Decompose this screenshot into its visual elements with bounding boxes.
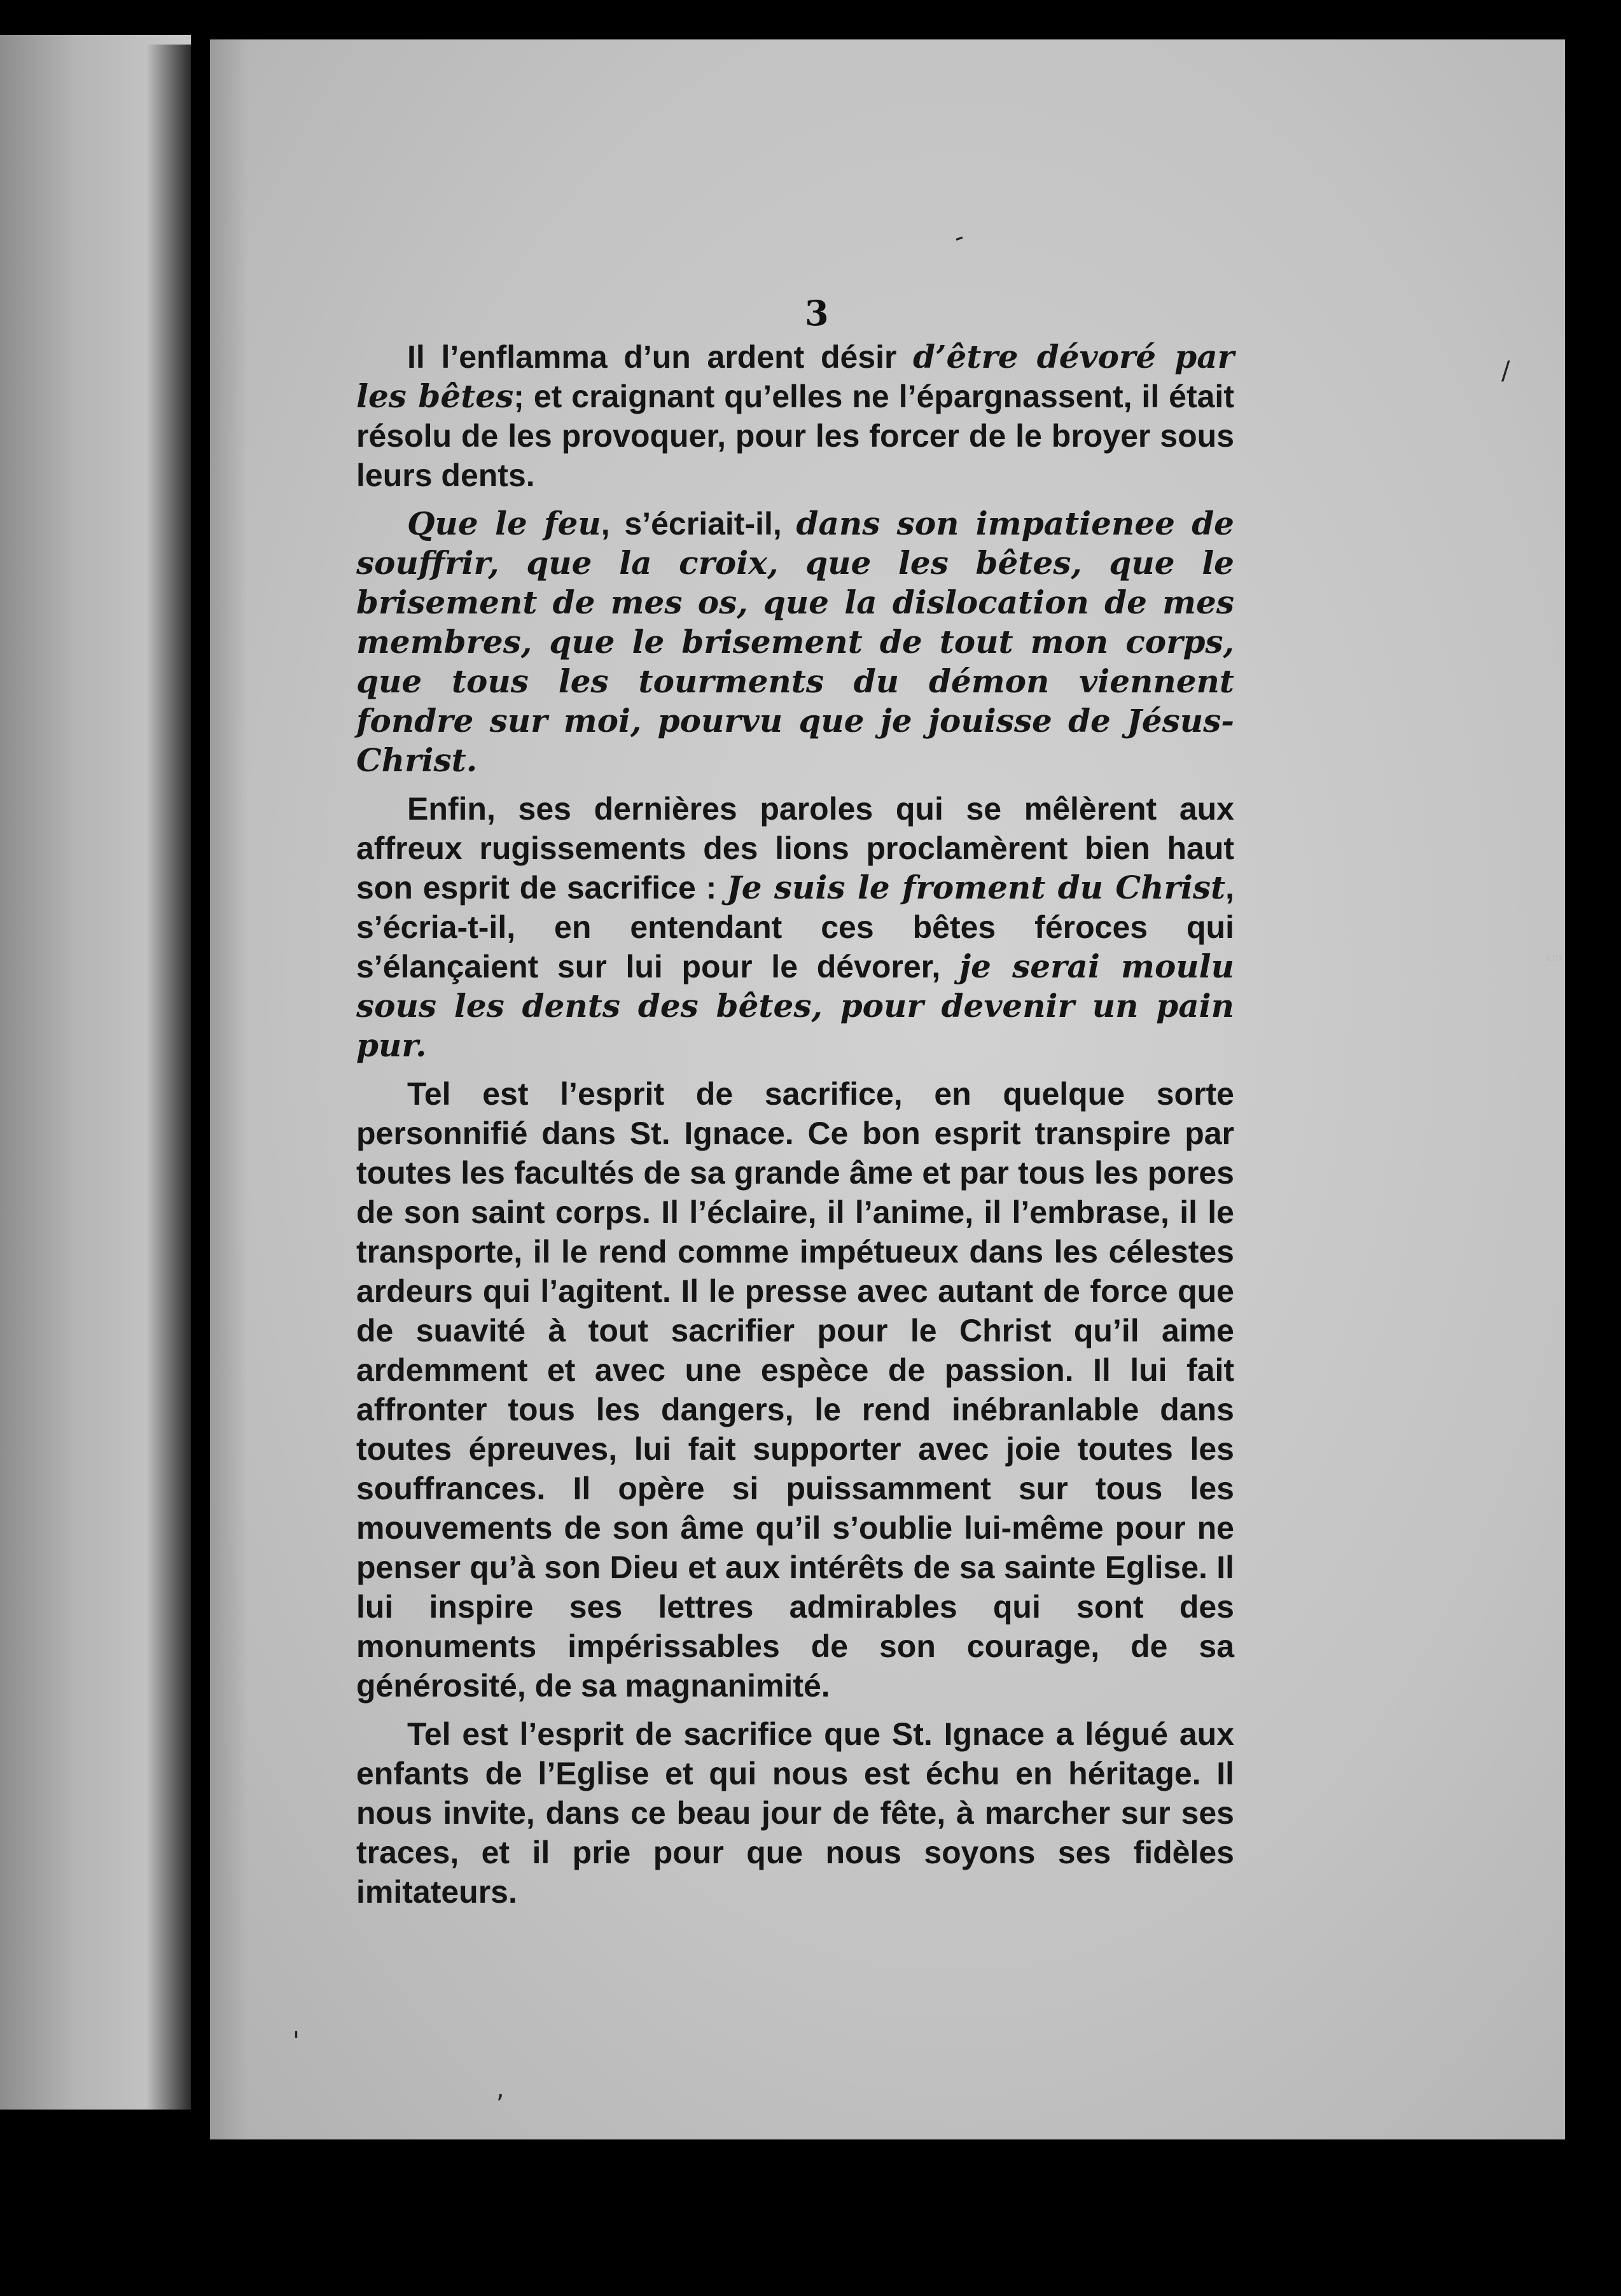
paragraph (356, 789, 1234, 1065)
page-number: 3 (805, 293, 829, 333)
italic-run: Que le feu (407, 505, 601, 542)
scan-speck: ' (293, 2027, 300, 2056)
binding-shadow (146, 45, 197, 2119)
scan-speck: / (1501, 356, 1510, 386)
text-run: , s’écriait-il, (601, 506, 797, 542)
italic-run: je serai moulu sous les dents des bêtes, pour devenir un pain pur. (356, 948, 1235, 1064)
body-text (356, 337, 1234, 1921)
paragraph (356, 1074, 1234, 1705)
paragraph (356, 1714, 1234, 1912)
paragraph (356, 504, 1234, 780)
scan-speck: , (496, 2075, 504, 2104)
paragraph (356, 337, 1234, 495)
italic-run: d’être dévoré par les bêtes (356, 338, 1234, 415)
text-run: Enfin, ses dernières paroles qui se mêlèrent aux affreux rugissements des lions proclamèrent bien haut son esprit de sacrifice : (356, 791, 1234, 906)
italic-run: Je suis le froment du Christ (727, 869, 1226, 906)
text-run: Il l’enflamma d’un ardent désir (407, 339, 914, 375)
text-run: , s’écria-t-il, en entendant ces bêtes féroces qui s’élançaient sur lui pour le dévorer, (356, 870, 1234, 984)
italic-run: dans son impatienee de souffrir, que la croix, que les bêtes, que le brisement de mes os, que la dislocation de mes membres, que le brisement de tout mon corps, que tous les tourments du démon viennent fondre sur moi, pourvu que je jouisse de Jésus-Christ. (356, 505, 1234, 779)
margin-mark: cnx (1546, 951, 1564, 963)
page-gutter (210, 39, 248, 2139)
text-run: Tel est l’esprit de sacrifice que St. Ignace a légué aux enfants de l’Eglise et qui nous est échu en héritage. Il nous invite, dans ce beau jour de fête, à marcher sur ses traces, et il prie pour que nous soyons ses fidèles imitateurs. (356, 1716, 1234, 1910)
text-run: Tel est l’esprit de sacrifice, en quelque sorte personnifié dans St. Ignace. Ce bon esprit transpire par toutes les facultés de sa grande âme et par tous les pores de son saint corps. Il l’éclaire, il l’anime, il l’embrase, il le transporte, il le rend comme impétueux dans les célestes ardeurs qui l’agitent. Il le presse avec autant de force que de suavité à tout sacrifier pour le Christ qu’il aime ardemment et avec une espèce de passion. Il lui fait affronter tous les dangers, le rend inébranlable dans toutes épreuves, lui fait supporter avec joie toutes les souffrances. Il opère si puissamment sur tous les mouvements de son âme qu’il s’oublie lui-même pour ne penser qu’à son Dieu et aux intérêts de sa sainte Eglise. Il lui inspire ses lettres admirables qui sont des monuments impérissables de son courage, de sa générosité, de sa magnanimité. (356, 1076, 1234, 1704)
text-run: ; et craignant qu’elles ne l’épargnassent, il était résolu de les provoquer, pour les forcer de le broyer sous leurs dents. (356, 379, 1234, 493)
scan-speck: - (949, 221, 968, 253)
